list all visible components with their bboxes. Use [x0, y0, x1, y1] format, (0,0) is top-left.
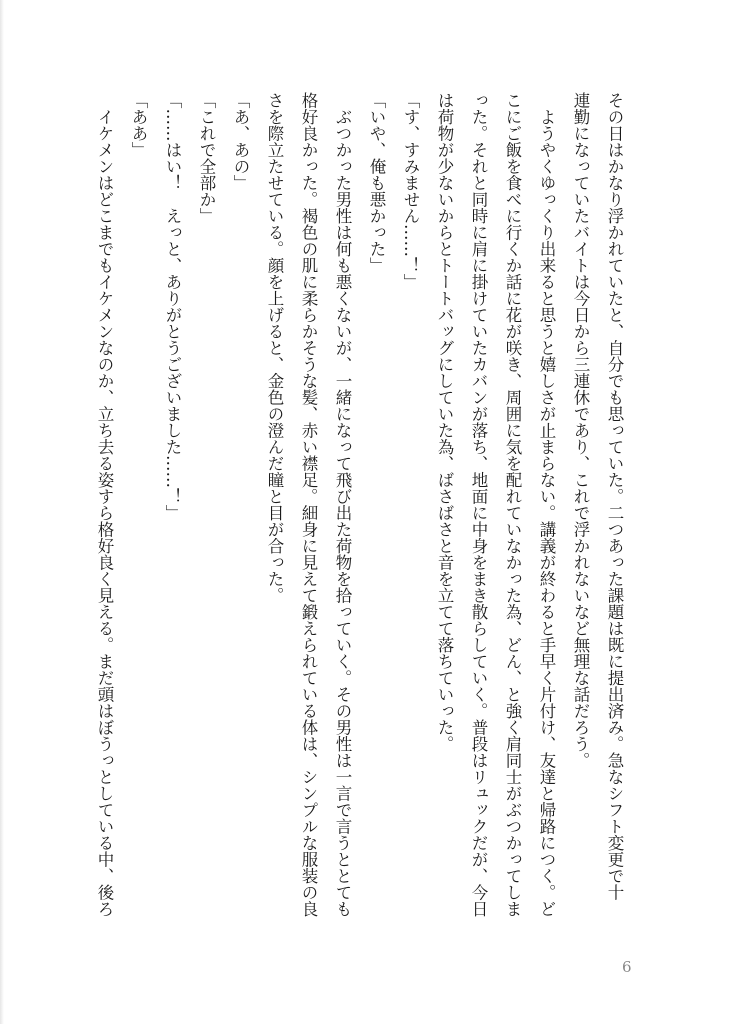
text-line-16: イケメンはどこまでもイケメンなのか、立ち去る姿すら格好良く見える。まだ頭はぼうっとしている中、後ろ: [95, 92, 114, 917]
text-line-10: 格好良かった。褐色の肌に柔らかそうな髪、赤い襟足。細身に見えて鍛えられている体は、シンプルな服装の良: [299, 92, 318, 917]
text-line-5: った。それと同時に肩に掛けていたカバンが落ち、地面に中身をまき散らしていく。普段はリュックだが、今日: [469, 92, 488, 917]
text-line-11: さを際立たせている。顔を上げると、金色の澄んだ瞳と目が合った。: [265, 92, 284, 604]
text-line-2: 連勤になっていたバイトは今日から三連休であり、これで浮かれないなど無理な話だろう。: [571, 92, 590, 769]
text-line-3: ようやくゆっくり出来ると思うと嬉しさが止まらない。講義が終わると手早く片付け、友達と帰路につく。ど: [537, 92, 556, 917]
text-line-9: ぶつかった男性は何も悪くないが、一緒になって飛び出た荷物を拾っていく。その男性は一言で言うととても: [333, 92, 352, 917]
text-line-8: 「いや、俺も悪かった」: [367, 92, 386, 274]
text-line-1: その日はかなり浮かれていたと、自分でも思っていた。二つあった課題は既に提出済み。急なシフト変更で十: [605, 92, 624, 901]
text-line-13: 「これで全部か」: [197, 92, 216, 224]
text-line-4: こにご飯を食べに行くか話に花が咲き、周囲に気を配れていなかった為、どん、と強く肩同士がぶつかってしま: [503, 92, 522, 917]
text-line-12: 「あ、あの」: [231, 92, 250, 191]
text-line-6: は荷物が少ないからとトートバッグにしていた為、ばさばさと音を立てて落ちていった。: [435, 92, 454, 752]
text-line-14: 「……はい！ えっと、ありがとうございました……！」: [163, 92, 182, 521]
text-line-15: 「ああ」: [129, 92, 148, 158]
page-number: 6: [622, 958, 632, 976]
vertical-body-text: [95, 92, 631, 918]
page-edge-shadow: [0, 0, 4, 1024]
text-line-7: 「す、すみません……！」: [401, 92, 420, 290]
